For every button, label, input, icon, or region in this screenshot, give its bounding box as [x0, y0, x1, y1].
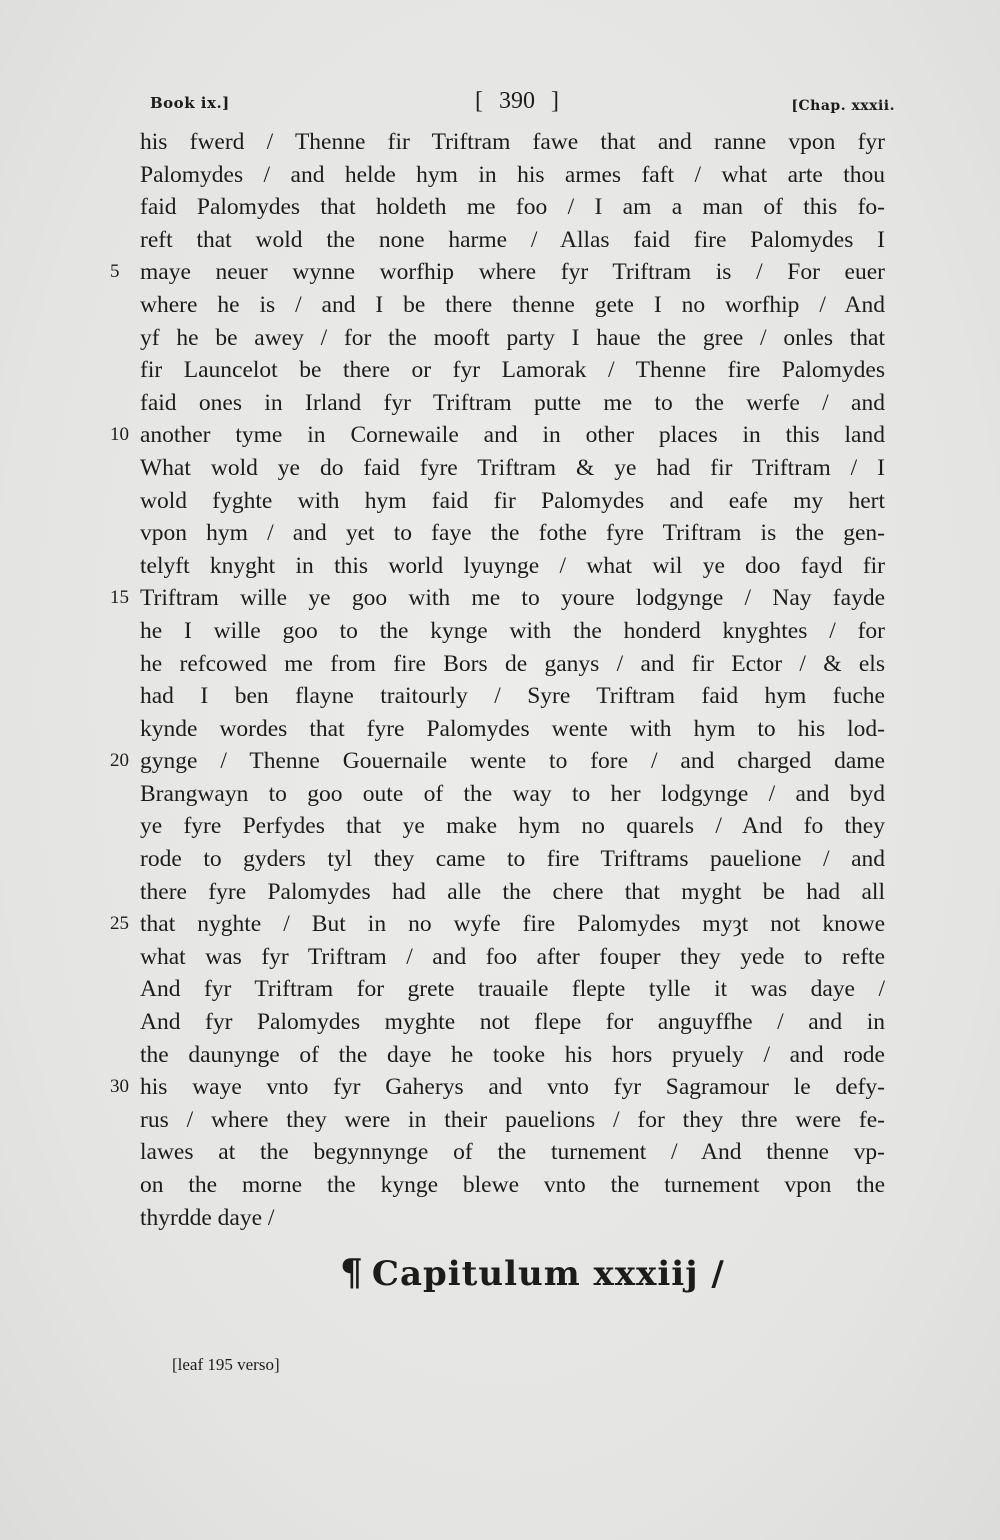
line-text: reft that wold the none harme / Allas faid fire Palomydes I: [140, 226, 885, 253]
line-text: vpon hym / and yet to faye the fothe fyre Triftram is the gen-: [140, 520, 885, 547]
line-text: telyft knyght in this world lyuynge / what wil ye doo fayd fir: [140, 552, 885, 579]
text-line: [140, 322, 885, 355]
text-line: [140, 517, 885, 550]
line-text: What wold ye do faid fyre Triftram & ye had fir Triftram / I: [140, 454, 885, 481]
text-line: [140, 1169, 885, 1202]
text-line: [140, 876, 885, 909]
text-line: [140, 973, 885, 1006]
line-number: 5: [110, 261, 120, 283]
text-body: [110, 126, 885, 1234]
text-line: [110, 582, 885, 615]
line-text: fir Launcelot be there or fyr Lamorak / Thenne fire Palomydes: [140, 357, 885, 384]
line-text: his waye vnto fyr Gaherys and vnto fyr Sagramour le defy-: [140, 1074, 885, 1101]
page-number: [ 390 ]: [475, 88, 559, 114]
text-line: [140, 843, 885, 876]
text-line: [140, 810, 885, 843]
running-header: [150, 88, 895, 122]
text-line: [110, 1071, 885, 1104]
text-line: [140, 1136, 885, 1169]
pilcrow-icon: ¶: [340, 1252, 364, 1294]
text-line: [140, 191, 885, 224]
chapter-heading: [340, 1252, 725, 1294]
text-line: [140, 485, 885, 518]
line-text: that nyghte / But in no wyfe fire Palomydes myȝt not knowe: [140, 911, 885, 938]
leaf-note: [leaf 195 verso]: [172, 1355, 280, 1374]
text-line: [140, 452, 885, 485]
text-line: [110, 419, 885, 452]
line-text: rode to gyders tyl they came to fire Triftrams pauelione / and: [140, 846, 885, 873]
text-line: [140, 1006, 885, 1039]
chapter-number: [Chap. xxxii.: [791, 98, 895, 114]
line-text: kynde wordes that fyre Palomydes wente with hym to his lod-: [140, 715, 885, 742]
line-text: faid ones in Irland fyr Triftram putte me to the werfe / and: [140, 389, 885, 416]
line-text: what was fyr Triftram / and foo after fouper they yede to refte: [140, 943, 885, 970]
text-line: [140, 289, 885, 322]
line-text: rus / where they were in their pauelions / for they thre were fe-: [140, 1106, 885, 1133]
line-text: where he is / and I be there thenne gete I no worfhip / And: [140, 291, 885, 318]
text-line: [140, 1039, 885, 1072]
text-line: [140, 1202, 885, 1235]
line-text: there fyre Palomydes had alle the chere that myght be had all: [140, 878, 885, 905]
line-text: Triftram wille ye goo with me to youre lodgynge / Nay fayde: [140, 585, 885, 612]
text-line: [140, 550, 885, 583]
line-text: maye neuer wynne worfhip where fyr Triftram is / For euer: [140, 259, 885, 286]
text-line: [140, 615, 885, 648]
line-text: another tyme in Cornewaile and in other places in this land: [140, 422, 885, 449]
line-number: 10: [110, 424, 129, 446]
text-line: [140, 354, 885, 387]
line-text: yf he be awey / for the mooft party I haue the gree / onles that: [140, 324, 885, 351]
line-text: And fyr Palomydes myghte not flepe for anguyffhe / and in: [140, 1009, 885, 1036]
line-text: Palomydes / and helde hym in his armes faft / what arte thou: [140, 161, 885, 188]
text-line: [140, 941, 885, 974]
text-line: [140, 648, 885, 681]
text-line: [140, 126, 885, 159]
text-line: [140, 224, 885, 257]
book-number: Book ix.]: [150, 94, 230, 112]
line-text: on the morne the kynge blewe vnto the turnement vpon the: [140, 1172, 885, 1198]
text-line: [140, 680, 885, 713]
line-text: faid Palomydes that holdeth me foo / I am a man of this fo-: [140, 194, 885, 221]
line-text: thyrdde daye /: [140, 1204, 275, 1231]
line-text: the daunynge of the daye he tooke his hors pryuely / and rode: [140, 1041, 885, 1068]
line-number: 20: [110, 750, 129, 772]
text-line: [140, 778, 885, 811]
line-number: 30: [110, 1076, 129, 1098]
text-line: [140, 159, 885, 192]
line-text: wold fyghte with hym faid fir Palomydes and eafe my hert: [140, 487, 885, 514]
line-text: Brangwayn to goo oute of the way to her lodgynge / and byd: [140, 780, 885, 807]
line-text: ye fyre Perfydes that ye make hym no quarels / And fo they: [140, 813, 885, 840]
line-text: he I wille goo to the kynge with the honderd knyghtes / for: [140, 617, 885, 644]
line-text: his fwerd / Thenne fir Triftram fawe that and ranne vpon fyr: [140, 129, 885, 155]
text-line: [110, 908, 885, 941]
chapter-title: Capitulum xxxiij /: [371, 1254, 725, 1294]
text-line: [140, 713, 885, 746]
text-line: [140, 387, 885, 420]
line-number: 15: [110, 587, 129, 609]
line-text: lawes at the begynnynge of the turnement / And thenne vp-: [140, 1139, 885, 1166]
text-line: [110, 745, 885, 778]
line-number: 25: [110, 913, 129, 935]
text-line: [140, 1104, 885, 1137]
text-line: [110, 256, 885, 289]
line-text: he refcowed me from fire Bors de ganys / and fir Ector / & els: [140, 650, 885, 677]
line-text: had I ben flayne traitourly / Syre Triftram faid hym fuche: [140, 683, 885, 710]
line-text: And fyr Triftram for grete trauaile flepte tylle it was daye /: [140, 976, 885, 1003]
line-text: gynge / Thenne Gouernaile wente to fore / and charged dame: [140, 748, 885, 775]
